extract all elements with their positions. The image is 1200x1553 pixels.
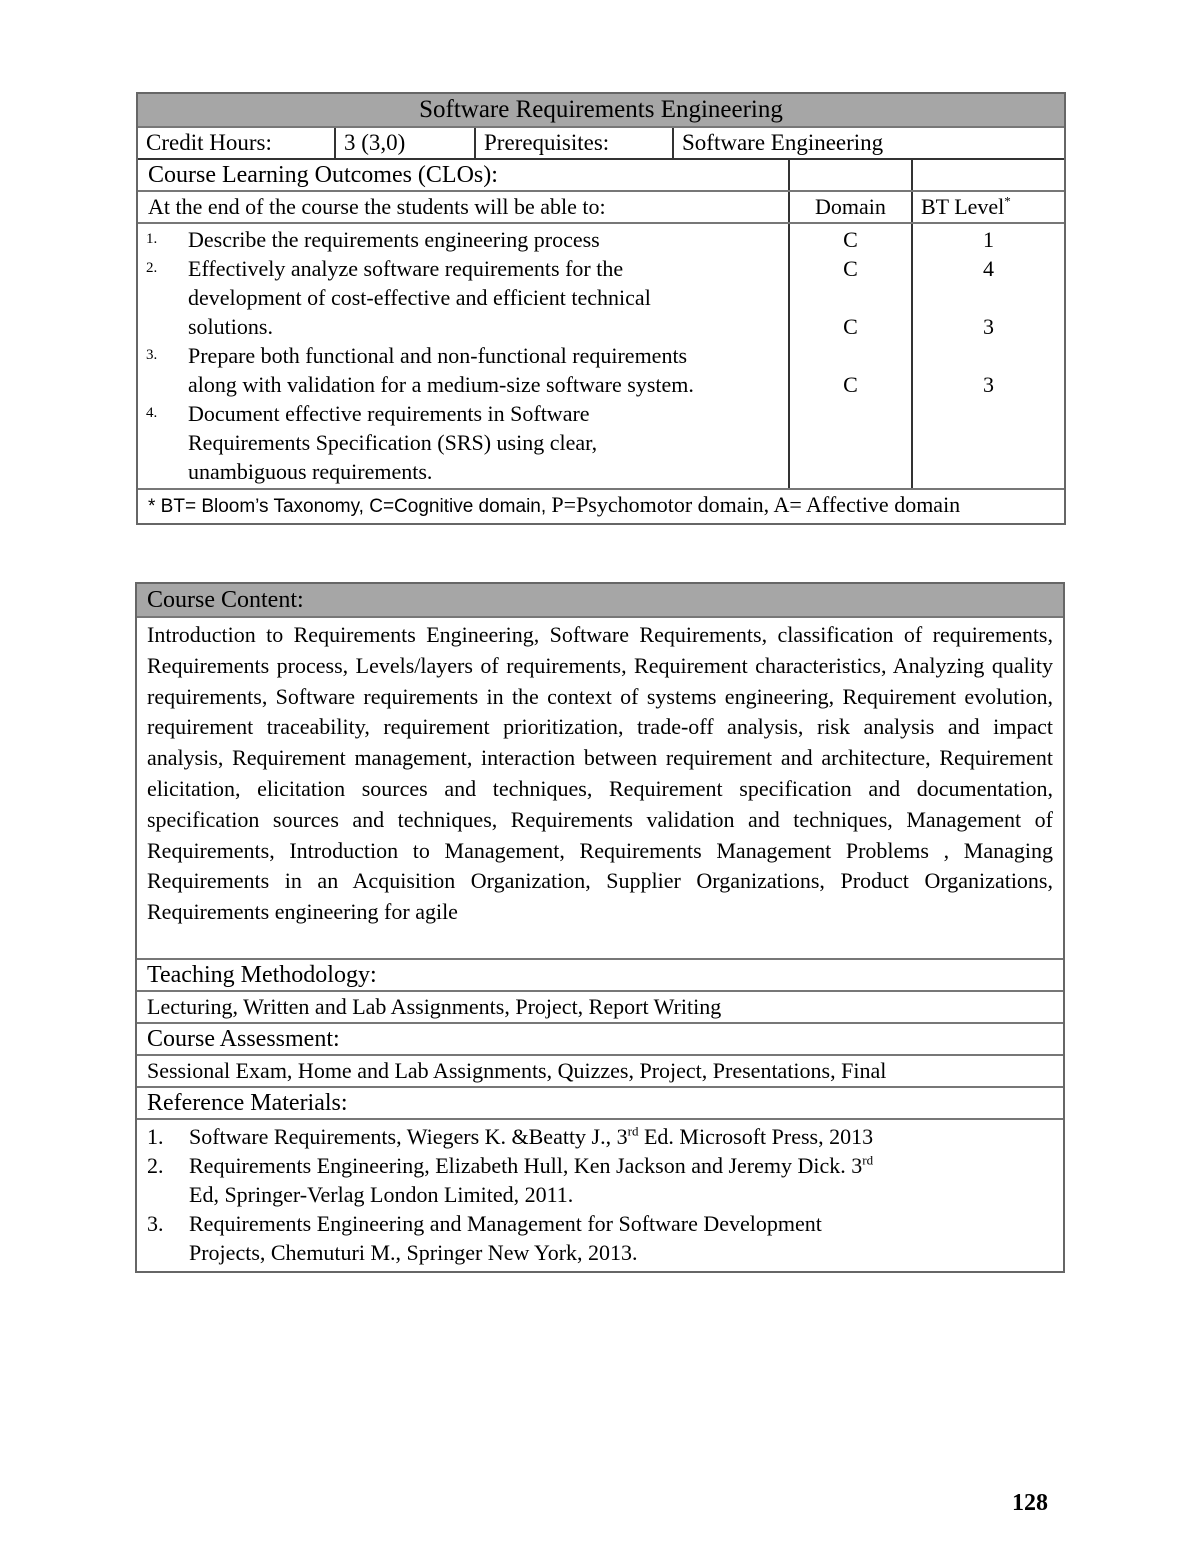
reference-main: Requirements Engineering and Management for Software Development <box>189 1211 822 1236</box>
clo-item-line: Document effective requirements in Software <box>188 401 590 426</box>
credit-hours-label: Credit Hours: <box>146 130 272 155</box>
reference-text <box>189 1122 873 1151</box>
assessment-heading: Course Assessment: <box>147 1026 340 1052</box>
reference-main: Requirements Engineering, Elizabeth Hull, Ken Jackson and Jeremy Dick. 3 <box>189 1153 863 1178</box>
clo-item-number: 3. <box>146 347 158 363</box>
bt-level-value <box>921 283 1056 312</box>
bt-level-value <box>921 341 1056 370</box>
reference-item <box>147 1209 873 1267</box>
clo-body-row <box>138 224 1064 490</box>
clo-item <box>144 254 784 341</box>
page-number: 128 <box>1012 1490 1048 1516</box>
clo-header-row <box>138 192 1064 224</box>
content-heading: Course Content: <box>147 587 304 613</box>
course-title-row <box>138 94 1064 128</box>
clo-list <box>144 225 784 486</box>
domain-value: C <box>843 256 858 281</box>
clo-item-line: Prepare both functional and non-functional requirements <box>188 343 688 368</box>
reference-number: 2. <box>147 1153 164 1178</box>
references-list <box>137 1120 883 1271</box>
domain-value: C <box>843 372 858 397</box>
domain-header: Domain <box>788 192 911 222</box>
clo-item-line: development of cost-effective and efficient technical <box>188 285 651 310</box>
domain-value <box>798 283 903 312</box>
footnote-row <box>138 490 1064 523</box>
bt-level-value: 4 <box>983 256 994 281</box>
content-heading-row <box>137 584 1063 618</box>
clo-item-text <box>188 225 600 254</box>
reference-item <box>147 1151 873 1209</box>
clo-list-cell <box>138 224 788 488</box>
clo-item-text <box>188 254 651 341</box>
assessment-body-row <box>137 1056 1063 1088</box>
domain-column <box>788 224 911 488</box>
reference-sup: rd <box>862 1152 874 1168</box>
reference-line <box>189 1151 873 1180</box>
clo-item-number: 2. <box>146 260 158 276</box>
prerequisites-value: Software Engineering <box>672 128 1064 158</box>
reference-text <box>189 1151 873 1209</box>
teaching-text: Lecturing, Written and Lab Assignments, Project, Report Writing <box>147 994 722 1019</box>
clo-item <box>144 225 784 254</box>
reference-line <box>189 1122 873 1151</box>
footnote-part-a: * BT= Bloom’s Taxonomy, C=Cognitive domain, <box>148 496 552 517</box>
clo-item-text <box>188 399 597 486</box>
bt-level-value: 3 <box>983 314 994 339</box>
reference-text <box>189 1209 822 1267</box>
clo-heading-domain-blank <box>788 160 911 190</box>
clo-item-line: solutions. <box>188 314 273 339</box>
credit-row <box>138 128 1064 160</box>
clo-item-line: Requirements Specification (SRS) using clear, <box>188 430 598 455</box>
assessment-text: Sessional Exam, Home and Lab Assignments, Quizzes, Project, Presentations, Final <box>147 1058 887 1083</box>
prerequisites-label: Prerequisites: <box>474 128 672 158</box>
course-details-table <box>135 582 1065 1273</box>
clo-intro: At the end of the course the students will be able to: <box>148 194 606 219</box>
reference-main: Software Requirements, Wiegers K. &Beatty J., 3 <box>189 1124 628 1149</box>
bt-level-header <box>911 192 1064 222</box>
bt-level-label: BT Level <box>921 194 1005 219</box>
teaching-heading-row <box>137 960 1063 992</box>
clo-heading-row <box>138 160 1064 192</box>
teaching-heading: Teaching Methodology: <box>147 962 377 988</box>
reference-number: 3. <box>147 1211 164 1236</box>
domain-value <box>798 341 903 370</box>
reference-number: 1. <box>147 1124 164 1149</box>
course-info-table <box>136 92 1066 525</box>
reference-sup: rd <box>627 1123 639 1139</box>
footnote-part-b: P=Psychomotor domain, A= Affective domain <box>551 492 961 517</box>
reference-line: Ed, Springer-Verlag London Limited, 2011. <box>189 1182 574 1207</box>
references-heading-row <box>137 1088 1063 1120</box>
clo-item-line: Effectively analyze software requirements for the <box>188 256 624 281</box>
clo-item-line: unambiguous requirements. <box>188 459 433 484</box>
references-heading: Reference Materials: <box>147 1090 348 1116</box>
clo-item-line: Describe the requirements engineering process <box>188 227 600 252</box>
domain-value: C <box>843 227 858 252</box>
bt-level-value: 1 <box>983 227 994 252</box>
domain-value: C <box>843 314 858 339</box>
clo-heading: Course Learning Outcomes (CLOs): <box>148 162 498 188</box>
teaching-body-row <box>137 992 1063 1024</box>
reference-tail: Ed. Microsoft Press, 2013 <box>638 1124 874 1149</box>
content-body-row <box>137 618 1063 960</box>
references-body-row <box>137 1120 1063 1271</box>
bt-level-sup: * <box>1004 193 1011 209</box>
reference-item <box>147 1122 873 1151</box>
clo-item-line: along with validation for a medium-size software system. <box>188 372 694 397</box>
bt-level-column <box>911 224 1064 488</box>
clo-item-text <box>188 341 694 399</box>
assessment-heading-row <box>137 1024 1063 1056</box>
course-title: Software Requirements Engineering <box>419 96 783 123</box>
bt-level-value: 3 <box>983 372 994 397</box>
clo-item <box>144 399 784 486</box>
clo-item-number: 1. <box>146 231 158 247</box>
reference-line: Projects, Chemuturi M., Springer New York, 2013. <box>189 1240 638 1265</box>
clo-item-number: 4. <box>146 405 158 421</box>
reference-line <box>189 1209 822 1238</box>
clo-heading-bt-blank <box>911 160 1064 190</box>
clo-footnote <box>138 490 1064 523</box>
course-content-text: Introduction to Requirements Engineering, Software Requirements, classification of requirements, Requirements process, Levels/layers of requirements, Requirement characteristics, Analyzing quality requirements, Software requirements in the context of systems engineering, Requirement evolution, requirement traceability, requirement prioritization, trade-off analysis, risk analysis and impact analysis, Requirement management, interaction between requirement and architecture, Requirement elicitation, elicitation sources and techniques, Requirement specification and documentation, specification sources and techniques, Requirements validation and techniques, Management of Requirements, Introduction to Management, Requirements Management Problems , Managing Requirements in an Acquisition Organization, Supplier Organizations, Product Organizations, Requirements engineering for agile <box>147 622 1053 925</box>
clo-item <box>144 341 784 399</box>
credit-hours-value: 3 (3,0) <box>334 128 474 158</box>
